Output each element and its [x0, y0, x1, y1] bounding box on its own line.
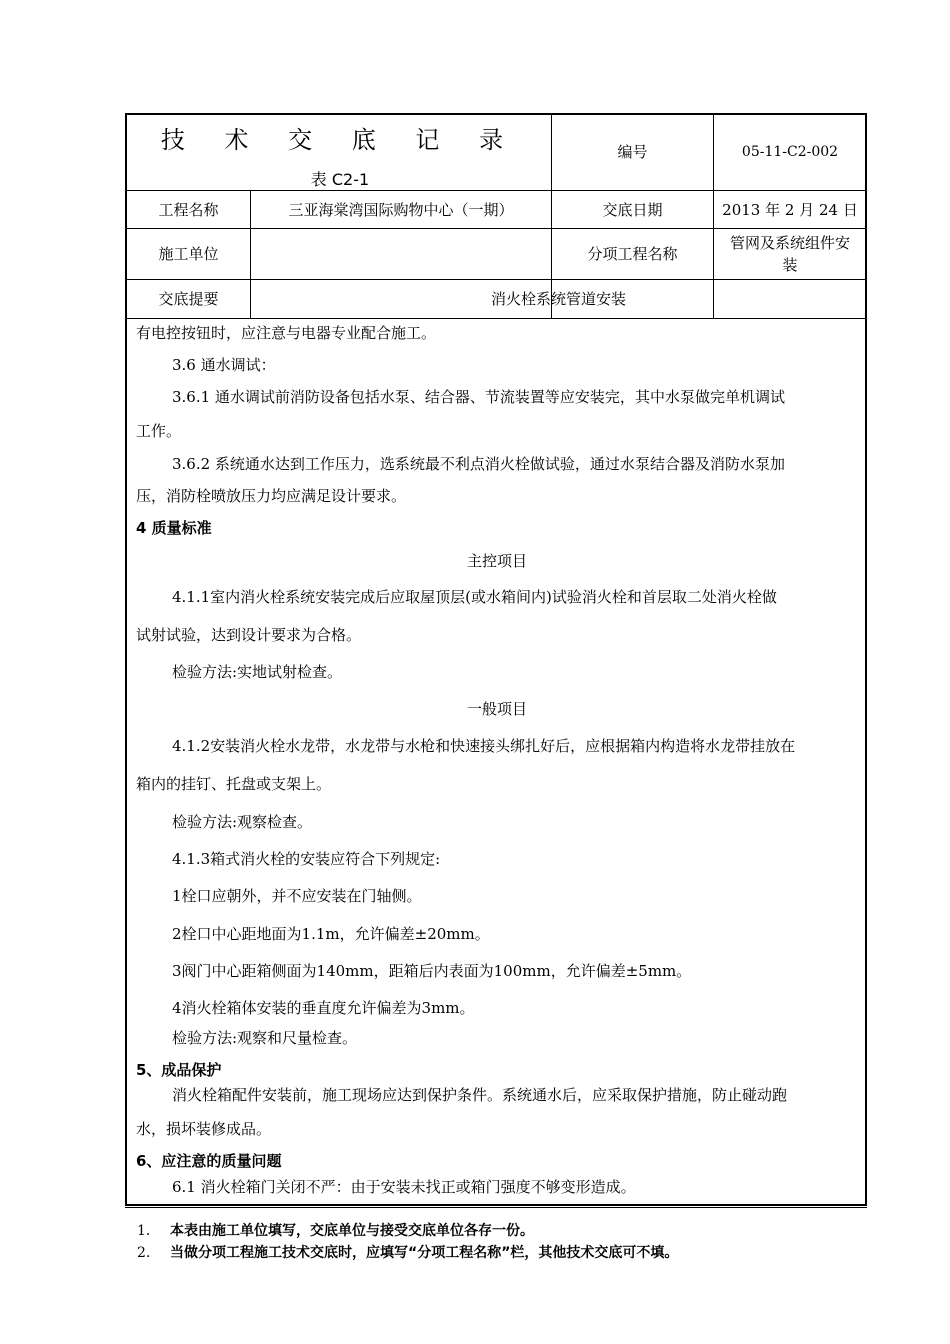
body-line: 6.1 消火栓箱门关闭不严：由于安装未找正或箱门强度不够变形造成。: [172, 1178, 636, 1196]
project-value: 三亚海棠湾国际购物中心（一期）: [288, 200, 514, 219]
body-line: 压，消防栓喷放压力均应满足设计要求。: [136, 487, 407, 505]
body-line: 3.6.2 系统通水达到工作压力，选系统最不利点消火栓做试验，通过水泵结合器及消防水泵加: [172, 455, 785, 473]
subsection-heading: 主控项目: [466, 552, 527, 570]
section-heading: 5、成品保护: [136, 1061, 222, 1079]
body-line: 检验方法:观察和尺量检查。: [172, 1029, 358, 1047]
summary-label: 交底提要: [158, 290, 219, 308]
footer-note-number: 2.: [137, 1245, 151, 1261]
number-label: 编号: [617, 143, 648, 161]
project-label: 工程名称: [158, 200, 219, 219]
unit-label: 施工单位: [158, 245, 219, 263]
body-line: 消火栓箱配件安装前，施工现场应达到保护条件。系统通水后，应采取保护措施，防止碰动跑: [172, 1086, 788, 1104]
subproject-value-line1: 管网及系统组件安: [729, 234, 850, 252]
body-line: 4.1.2安装消火栓水龙带，水龙带与水枪和快速接头绑扎好后，应根据箱内构造将水龙带挂放在: [172, 737, 796, 755]
body-line: 3.6 通水调试：: [172, 356, 276, 374]
date-value: 2013 年 2 月 24 日: [722, 200, 858, 219]
body-line: 箱内的挂钉、托盘或支架上。: [136, 775, 332, 793]
summary-value: 消火栓系统管道安装: [490, 290, 626, 308]
subproject-label: 分项工程名称: [587, 245, 678, 263]
footer-rule: [125, 1207, 867, 1208]
body-line: 3.6.1 通水调试前消防设备包括水泵、结合器、节流装置等应安装完，其中水泵做完单机调试: [172, 388, 785, 406]
date-label: 交底日期: [602, 200, 663, 219]
body-line: 3阀门中心距箱侧面为140mm，距箱后内表面为100mm，允许偏差±5mm。: [172, 962, 692, 980]
grid-line: [126, 318, 866, 319]
body-line: 2栓口中心距地面为1.1m，允许偏差±20mm。: [172, 925, 490, 943]
body-line: 试射试验，达到设计要求为合格。: [136, 626, 362, 644]
footer-note: 本表由施工单位填写，交底单位与接受交底单位各存一份。: [170, 1223, 534, 1239]
body-line: 4消火栓箱体安装的垂直度允许偏差为3mm。: [172, 999, 475, 1017]
unit-value: [251, 229, 551, 279]
number-value: 05-11-C2-002: [741, 144, 839, 160]
footer-note-number: 1.: [137, 1223, 151, 1239]
subsection-heading: 一般项目: [466, 700, 527, 718]
subproject-value-line2: 装: [782, 256, 798, 274]
body-line: 检验方法:实地试射检查。: [172, 663, 343, 681]
section-heading: 4 质量标准: [136, 519, 212, 537]
form-code: 表 C2-1: [310, 170, 370, 189]
body-line: 水，损坏装修成品。: [136, 1120, 272, 1138]
body-line: 检验方法:观察检查。: [172, 813, 313, 831]
body-line: 有电控按钮时，应注意与电器专业配合施工。: [136, 324, 437, 342]
section-heading: 6、应注意的质量问题: [136, 1152, 282, 1170]
body-line: 工作。: [136, 422, 182, 440]
body-line: 4.1.1室内消火栓系统安装完成后应取屋顶层(或水箱间内)试验消火栓和首层取二处消火栓做: [172, 588, 777, 606]
footer-note: 当做分项工程施工技术交底时，应填写“分项工程名称”栏，其他技术交底可不填。: [170, 1245, 679, 1261]
subproject-value: [714, 229, 866, 279]
body-line: 1栓口应朝外，并不应安装在门轴侧。: [172, 887, 422, 905]
document-title: 技 术 交 底 记 录: [160, 126, 520, 154]
body-line: 4.1.3箱式消火栓的安装应符合下列规定:: [172, 850, 441, 868]
